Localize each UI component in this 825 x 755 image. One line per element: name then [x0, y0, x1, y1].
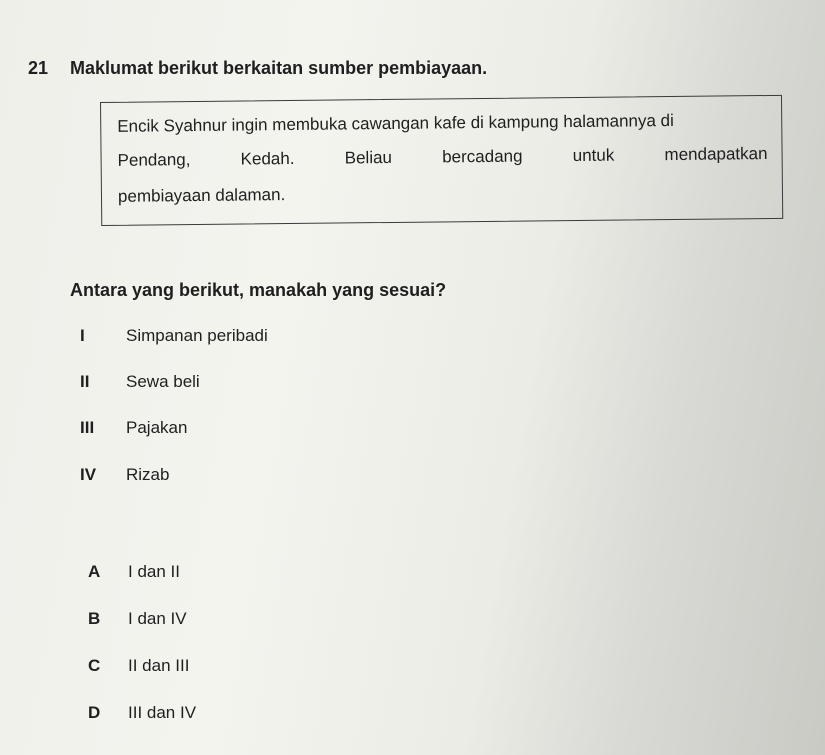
answer-option-c[interactable]	[88, 656, 189, 676]
statement-item	[80, 465, 169, 485]
scenario-line-2	[118, 144, 768, 171]
scenario-line-1: Encik Syahnur ingin membuka cawangan kafe di kampung halamannya di	[117, 110, 674, 136]
option-letter: C	[88, 656, 101, 675]
scenario-word: Pendang,	[117, 150, 191, 170]
statement-text: Sewa beli	[126, 372, 200, 391]
statement-text: Rizab	[126, 465, 170, 484]
statement-item	[80, 326, 268, 346]
scenario-word: Kedah.	[240, 148, 295, 169]
question-number: 21	[28, 58, 49, 78]
statement-item	[80, 418, 187, 438]
option-letter: A	[88, 562, 101, 581]
answer-option-a[interactable]	[88, 562, 180, 582]
statement-numeral: IV	[80, 465, 97, 484]
question-prompt: Antara yang berikut, manakah yang sesuai?	[70, 280, 447, 300]
scenario-word: bercadang	[442, 146, 523, 167]
scenario-word: untuk	[572, 145, 615, 166]
scenario-line-3: pembiayaan dalaman.	[117, 185, 286, 206]
option-text: I dan IV	[128, 609, 187, 628]
question-stem: Maklumat berikut berkaitan sumber pembiayaan.	[70, 58, 488, 78]
scenario-word: mendapatkan	[664, 144, 768, 165]
option-letter: B	[88, 609, 101, 628]
statement-text: Simpanan peribadi	[126, 326, 268, 345]
statement-text: Pajakan	[126, 418, 188, 437]
statement-numeral: II	[80, 372, 90, 391]
scenario-word: Beliau	[344, 147, 393, 168]
statement-numeral: III	[80, 418, 95, 437]
statement-item	[80, 372, 200, 392]
option-text: III dan IV	[128, 703, 197, 722]
answer-option-d[interactable]	[88, 703, 196, 723]
answer-option-b[interactable]	[88, 609, 187, 629]
scenario-box	[100, 95, 783, 226]
option-letter: D	[88, 703, 101, 722]
option-text: II dan III	[128, 656, 190, 675]
option-text: I dan II	[128, 562, 180, 581]
statement-numeral: I	[80, 326, 85, 345]
